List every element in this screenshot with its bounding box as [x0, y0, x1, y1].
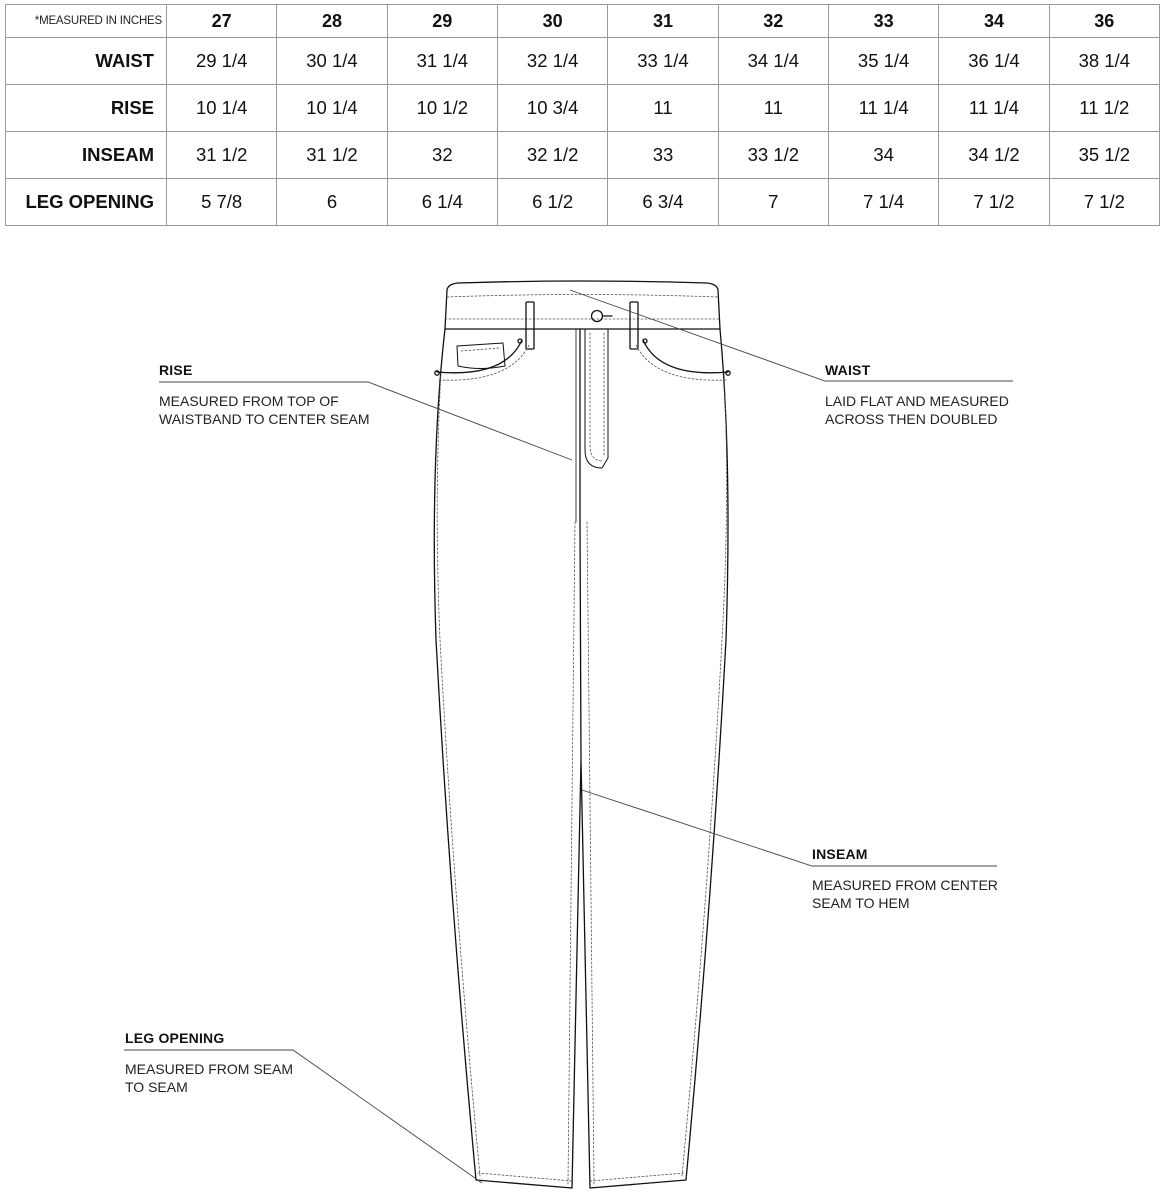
measurement-cell: 11 1/4: [828, 85, 938, 132]
waist-callout: [825, 362, 1009, 428]
measurement-cell: 6 1/2: [497, 179, 607, 226]
measurement-cell: 34 1/2: [939, 132, 1049, 179]
measurement-cell: 35 1/4: [828, 38, 938, 85]
size-header-cell: 33: [828, 5, 938, 38]
size-header-cell: 28: [277, 5, 387, 38]
jeans-illustration: [434, 281, 730, 1188]
measurement-cell: 10 1/2: [387, 85, 497, 132]
waist-callout-description: [825, 392, 1009, 428]
measurement-unit-note: *MEASURED IN INCHES: [6, 5, 167, 38]
measurement-cell: 32 1/4: [497, 38, 607, 85]
rise-desc-line: MEASURED FROM TOP OF: [159, 393, 339, 409]
measurement-cell: 10 3/4: [497, 85, 607, 132]
leg-opening-desc-line: TO SEAM: [125, 1079, 188, 1095]
measurement-cell: 32: [387, 132, 497, 179]
inseam-callout-title: INSEAM: [812, 846, 868, 862]
measurement-cell: 29 1/4: [167, 38, 277, 85]
measurement-cell: 31 1/2: [167, 132, 277, 179]
inseam-callout-description: [812, 876, 998, 912]
measurement-cell: 10 1/4: [167, 85, 277, 132]
measurement-cell: 7 1/2: [939, 179, 1049, 226]
leg-opening-callout-title: LEG OPENING: [125, 1030, 225, 1046]
measurement-cell: 33 1/4: [608, 38, 718, 85]
measurement-cell: 30 1/4: [277, 38, 387, 85]
measurement-cell: 6: [277, 179, 387, 226]
measurement-cell: 7 1/2: [1049, 179, 1159, 226]
size-header-cell: 31: [608, 5, 718, 38]
measurement-cell: 33: [608, 132, 718, 179]
size-header-cell: 29: [387, 5, 497, 38]
size-header-cell: 36: [1049, 5, 1159, 38]
measurement-cell: 5 7/8: [167, 179, 277, 226]
rise-callout-description: [159, 392, 370, 428]
measurement-cell: 35 1/2: [1049, 132, 1159, 179]
waist-desc-line: LAID FLAT AND MEASURED: [825, 393, 1009, 409]
measurement-cell: 6 1/4: [387, 179, 497, 226]
waist-callout-title: WAIST: [825, 362, 871, 378]
rise-callout-title: RISE: [159, 362, 193, 378]
measurement-cell: 11 1/4: [939, 85, 1049, 132]
leg-opening-callout-description: [125, 1060, 293, 1096]
measurement-cell: 11 1/2: [1049, 85, 1159, 132]
inseam-callout: [812, 846, 998, 912]
leg-opening-callout: [125, 1030, 293, 1096]
measurement-cell: 7 1/4: [828, 179, 938, 226]
measurement-cell: 11: [718, 85, 828, 132]
size-header-cell: 34: [939, 5, 1049, 38]
measurement-cell: 36 1/4: [939, 38, 1049, 85]
row-label: LEG OPENING: [6, 179, 167, 226]
inseam-desc-line: MEASURED FROM CENTER: [812, 877, 998, 893]
measurement-cell: 10 1/4: [277, 85, 387, 132]
measurement-cell: 38 1/4: [1049, 38, 1159, 85]
row-label: RISE: [6, 85, 167, 132]
measurement-cell: 6 3/4: [608, 179, 718, 226]
rise-desc-line: WAISTBAND TO CENTER SEAM: [159, 411, 370, 427]
row-label: WAIST: [6, 38, 167, 85]
leg-opening-desc-line: MEASURED FROM SEAM: [125, 1061, 294, 1077]
measurement-cell: 31 1/2: [277, 132, 387, 179]
button-icon: [592, 311, 603, 322]
waist-desc-line: ACROSS THEN DOUBLED: [825, 411, 998, 427]
inseam-desc-line: SEAM TO HEM: [812, 895, 910, 911]
row-label: INSEAM: [6, 132, 167, 179]
measurement-cell: 34: [828, 132, 938, 179]
size-header-cell: 27: [167, 5, 277, 38]
size-header-cell: 32: [718, 5, 828, 38]
measurement-cell: 32 1/2: [497, 132, 607, 179]
measurement-cell: 34 1/4: [718, 38, 828, 85]
measurement-cell: 33 1/2: [718, 132, 828, 179]
measurement-cell: 7: [718, 179, 828, 226]
size-header-cell: 30: [497, 5, 607, 38]
measurement-cell: 11: [608, 85, 718, 132]
rise-callout: [159, 362, 370, 428]
measurement-cell: 31 1/4: [387, 38, 497, 85]
